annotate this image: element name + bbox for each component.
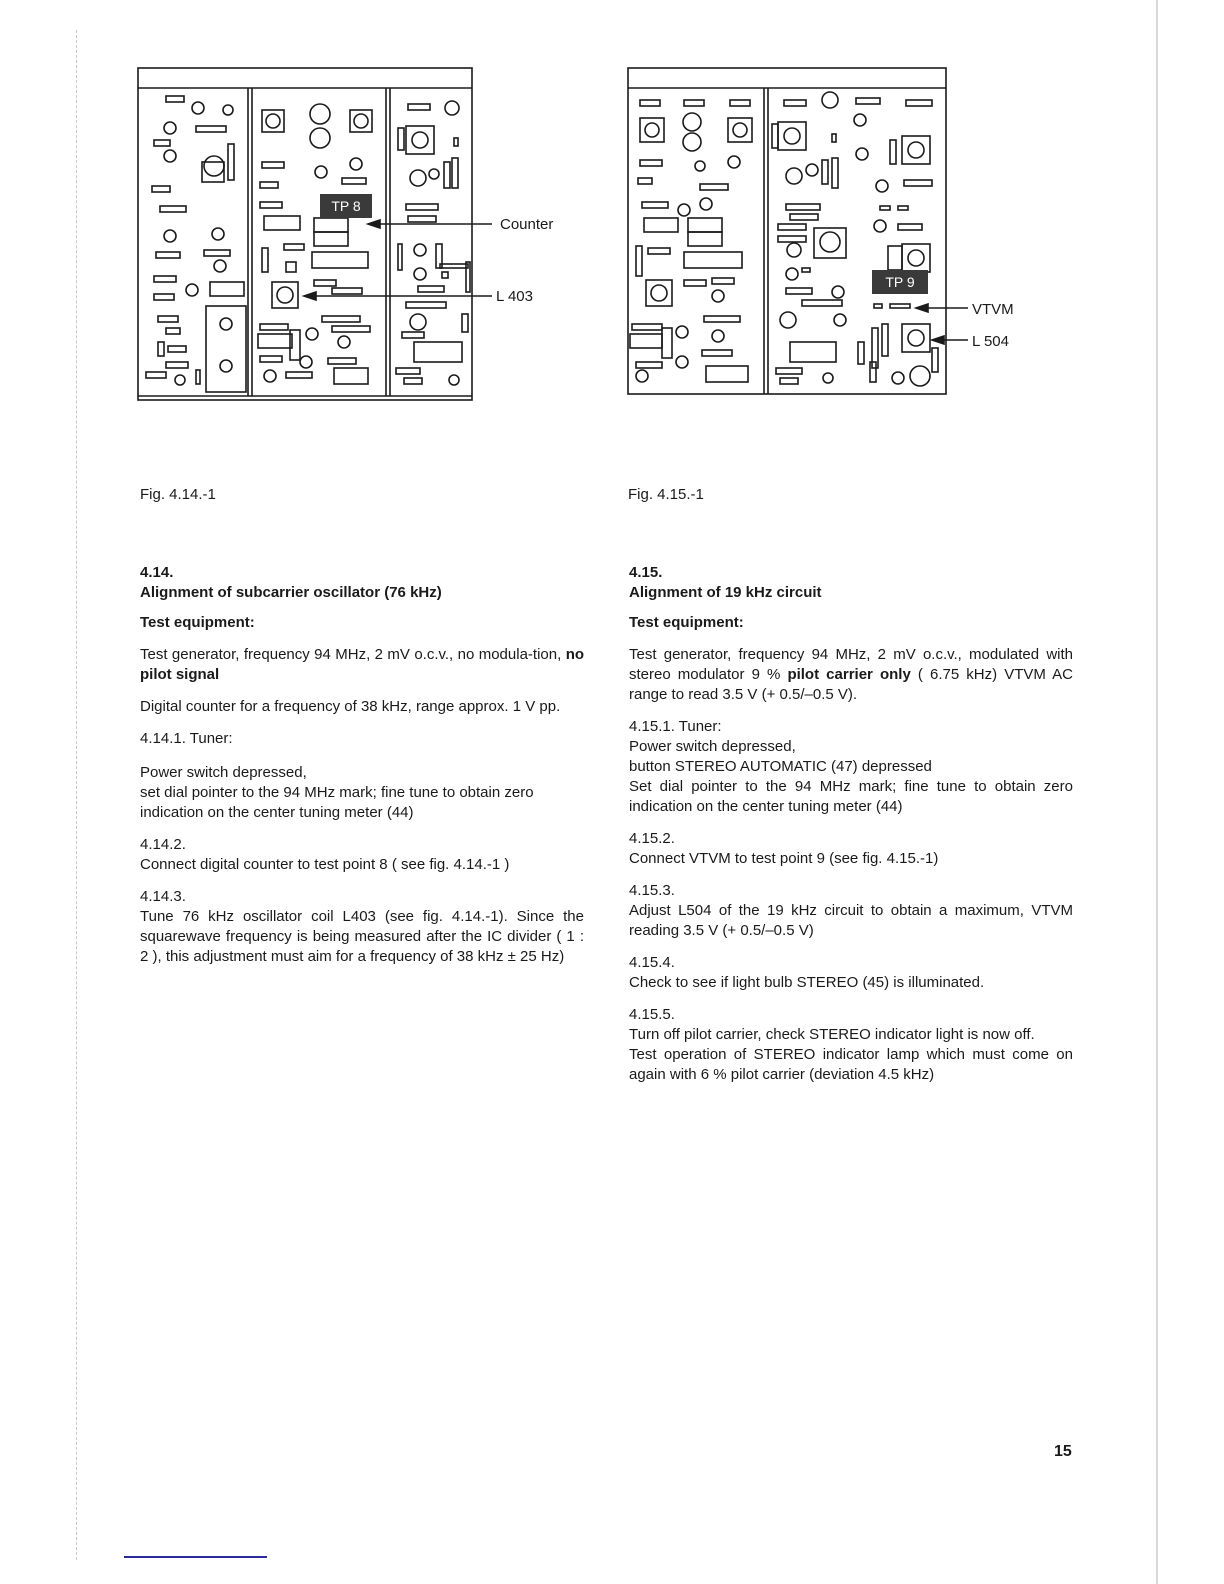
step-text: Power switch depressed, bbox=[140, 764, 307, 781]
l504-annotation: L 504 bbox=[972, 333, 1009, 350]
scan-edge-left bbox=[76, 30, 77, 1560]
figure-4-15-1 bbox=[626, 66, 1036, 406]
step-text: Check to see if light bulb STEREO (45) is illuminated. bbox=[629, 974, 985, 991]
pcb-diagram-right bbox=[626, 66, 1036, 406]
left-column bbox=[140, 563, 584, 967]
test-equipment-heading: Test equipment: bbox=[140, 614, 255, 631]
figure-4-14-1 bbox=[136, 66, 576, 406]
section-title: Alignment of subcarrier oscillator (76 kHz) bbox=[140, 584, 442, 601]
right-column bbox=[629, 563, 1073, 1085]
step-heading: 4.14.2. bbox=[140, 836, 186, 853]
counter-paragraph: Digital counter for a frequency of 38 kHz, range approx. 1 V pp. bbox=[140, 698, 561, 715]
step-heading: 4.15.4. bbox=[629, 954, 675, 971]
step-heading: 4.15.1. Tuner: bbox=[629, 718, 722, 735]
vtvm-annotation: VTVM bbox=[972, 301, 1014, 318]
step-heading: 4.15.2. bbox=[629, 830, 675, 847]
generator-text: Test generator, frequency 94 MHz, 2 mV o.c.v., no modula-tion, bbox=[140, 646, 562, 663]
scan-edge-right bbox=[1156, 0, 1158, 1584]
counter-annotation: Counter bbox=[500, 216, 554, 233]
footnote-rule bbox=[124, 1556, 267, 1558]
generator-text: Test generator, frequency 94 MHz, 2 mV o.c.v., modulated with stereo modulator 9 % bbox=[629, 646, 1073, 683]
figure-caption-right: Fig. 4.15.-1 bbox=[628, 486, 704, 503]
page-number: 15 bbox=[1054, 1443, 1072, 1460]
generator-paragraph bbox=[629, 645, 1073, 705]
step-text: button STEREO AUTOMATIC (47) depressed bbox=[629, 758, 932, 775]
step-heading: 4.14.3. bbox=[140, 888, 186, 905]
step-text: Tune 76 kHz oscillator coil L403 (see fig. 4.14.-1). Since the squarewave frequency is being measured after the IC divider ( 1 : 2 ), this adjustment must aim for a frequency of 38 kHz ± 25 Hz) bbox=[140, 908, 584, 965]
section-title: Alignment of 19 kHz circuit bbox=[629, 584, 822, 601]
step-heading: 4.15.3. bbox=[629, 882, 675, 899]
l403-annotation: L 403 bbox=[496, 288, 533, 305]
step-text: Test operation of STEREO indicator lamp which must come on again with 6 % pilot carrier (deviation 4.5 kHz) bbox=[629, 1046, 1073, 1083]
generator-paragraph bbox=[140, 645, 584, 685]
step-text: Connect digital counter to test point 8 ( see fig. 4.14.-1 ) bbox=[140, 856, 510, 873]
section-number: 4.15. bbox=[629, 564, 663, 581]
figure-caption-left: Fig. 4.14.-1 bbox=[140, 486, 216, 503]
step-text: Turn off pilot carrier, check STEREO indicator light is now off. bbox=[629, 1026, 1035, 1043]
tp9-label: TP 9 bbox=[885, 274, 915, 290]
generator-text: ( 6.75 kHz) VTVM AC range to read 3.5 V (+ 0.5/–0.5 V). bbox=[629, 666, 1073, 703]
generator-bold: no pilot signal bbox=[140, 646, 585, 683]
step-text: Adjust L504 of the 19 kHz circuit to obtain a maximum, VTVM reading 3.5 V (+ 0.5/–0.5 V) bbox=[629, 902, 1073, 939]
step-text: set dial pointer to the 94 MHz mark; fine tune to obtain zero indication on the center tuning meter (44) bbox=[140, 784, 534, 821]
step-text: Power switch depressed, bbox=[629, 738, 796, 755]
pcb-diagram-left bbox=[136, 66, 576, 406]
generator-bold: pilot carrier only bbox=[787, 666, 911, 683]
test-equipment-heading: Test equipment: bbox=[629, 614, 744, 631]
step-heading: 4.15.5. bbox=[629, 1006, 675, 1023]
step-heading: 4.14.1. Tuner: bbox=[140, 730, 233, 747]
tp8-label: TP 8 bbox=[331, 198, 361, 214]
section-number: 4.14. bbox=[140, 564, 174, 581]
step-text: Connect VTVM to test point 9 (see fig. 4.15.-1) bbox=[629, 850, 939, 867]
step-text: Set dial pointer to the 94 MHz mark; fine tune to obtain zero indication on the center tuning meter (44) bbox=[629, 778, 1073, 815]
